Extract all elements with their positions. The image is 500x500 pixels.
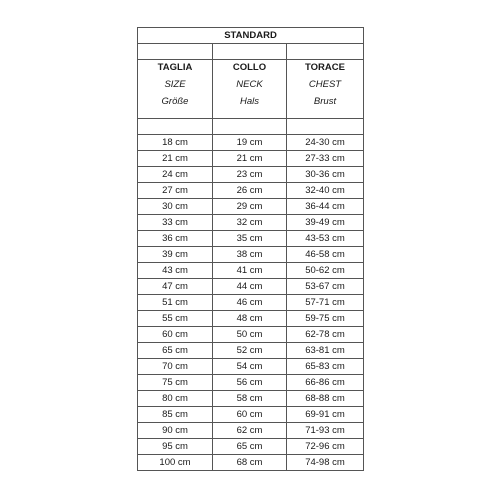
size-cell: 33 cm bbox=[138, 215, 213, 231]
header-size-it: TAGLIA bbox=[157, 62, 193, 73]
chest-cell: 32-40 cm bbox=[287, 183, 364, 199]
table-row bbox=[138, 151, 364, 167]
table-row bbox=[138, 135, 364, 151]
neck-cell: 19 cm bbox=[213, 135, 287, 151]
table-row bbox=[138, 167, 364, 183]
size-cell: 70 cm bbox=[138, 359, 213, 375]
neck-cell: 52 cm bbox=[213, 343, 287, 359]
header-chest bbox=[287, 60, 364, 119]
chest-cell: 65-83 cm bbox=[287, 359, 364, 375]
chest-cell: 43-53 cm bbox=[287, 231, 364, 247]
size-cell: 75 cm bbox=[138, 375, 213, 391]
chest-cell: 59-75 cm bbox=[287, 311, 364, 327]
table-row bbox=[138, 183, 364, 199]
size-cell: 24 cm bbox=[138, 167, 213, 183]
size-cell: 85 cm bbox=[138, 407, 213, 423]
table-row bbox=[138, 311, 364, 327]
spacer-cell bbox=[138, 119, 213, 135]
size-cell: 65 cm bbox=[138, 343, 213, 359]
neck-cell: 46 cm bbox=[213, 295, 287, 311]
chest-cell: 66-86 cm bbox=[287, 375, 364, 391]
header-neck-en: NECK bbox=[236, 79, 263, 90]
size-cell: 36 cm bbox=[138, 231, 213, 247]
table-row bbox=[138, 247, 364, 263]
size-cell: 21 cm bbox=[138, 151, 213, 167]
neck-cell: 32 cm bbox=[213, 215, 287, 231]
neck-cell: 60 cm bbox=[213, 407, 287, 423]
neck-cell: 54 cm bbox=[213, 359, 287, 375]
chest-cell: 30-36 cm bbox=[287, 167, 364, 183]
chest-cell: 46-58 cm bbox=[287, 247, 364, 263]
neck-cell: 62 cm bbox=[213, 423, 287, 439]
neck-cell: 48 cm bbox=[213, 311, 287, 327]
table-row bbox=[138, 327, 364, 343]
size-cell: 80 cm bbox=[138, 391, 213, 407]
chest-cell: 24-30 cm bbox=[287, 135, 364, 151]
table-row bbox=[138, 215, 364, 231]
spacer-cell bbox=[213, 44, 287, 60]
chest-cell: 71-93 cm bbox=[287, 423, 364, 439]
table-row bbox=[138, 423, 364, 439]
size-cell: 95 cm bbox=[138, 439, 213, 455]
header-size-en: SIZE bbox=[164, 79, 186, 90]
spacer-cell bbox=[287, 44, 364, 60]
chest-cell: 72-96 cm bbox=[287, 439, 364, 455]
size-cell: 27 cm bbox=[138, 183, 213, 199]
title-row bbox=[138, 28, 364, 44]
table-title: STANDARD bbox=[138, 28, 364, 44]
table-row bbox=[138, 439, 364, 455]
header-neck-de: Hals bbox=[239, 96, 259, 107]
table-row bbox=[138, 359, 364, 375]
size-cell: 18 cm bbox=[138, 135, 213, 151]
header-neck-it: COLLO bbox=[232, 62, 267, 73]
header-chest-it: TORACE bbox=[305, 62, 345, 73]
chest-cell: 69-91 cm bbox=[287, 407, 364, 423]
neck-cell: 21 cm bbox=[213, 151, 287, 167]
chest-cell: 57-71 cm bbox=[287, 295, 364, 311]
table-row bbox=[138, 199, 364, 215]
size-cell: 43 cm bbox=[138, 263, 213, 279]
neck-cell: 38 cm bbox=[213, 247, 287, 263]
chest-cell: 68-88 cm bbox=[287, 391, 364, 407]
spacer-row bbox=[138, 44, 364, 60]
table-row bbox=[138, 455, 364, 471]
chest-cell: 63-81 cm bbox=[287, 343, 364, 359]
neck-cell: 44 cm bbox=[213, 279, 287, 295]
size-cell: 39 cm bbox=[138, 247, 213, 263]
table-row bbox=[138, 231, 364, 247]
header-neck bbox=[213, 60, 287, 119]
header-size bbox=[138, 60, 213, 119]
header-size-de: Größe bbox=[161, 96, 189, 107]
neck-cell: 41 cm bbox=[213, 263, 287, 279]
chest-cell: 74-98 cm bbox=[287, 455, 364, 471]
size-cell: 100 cm bbox=[138, 455, 213, 471]
chest-cell: 62-78 cm bbox=[287, 327, 364, 343]
table-row bbox=[138, 343, 364, 359]
neck-cell: 29 cm bbox=[213, 199, 287, 215]
spacer-cell bbox=[287, 119, 364, 135]
neck-cell: 26 cm bbox=[213, 183, 287, 199]
spacer-cell bbox=[138, 44, 213, 60]
neck-cell: 65 cm bbox=[213, 439, 287, 455]
size-cell: 30 cm bbox=[138, 199, 213, 215]
table-row bbox=[138, 263, 364, 279]
neck-cell: 50 cm bbox=[213, 327, 287, 343]
neck-cell: 35 cm bbox=[213, 231, 287, 247]
size-cell: 51 cm bbox=[138, 295, 213, 311]
table-row bbox=[138, 295, 364, 311]
table-row bbox=[138, 375, 364, 391]
header-chest-en: CHEST bbox=[308, 79, 342, 90]
size-cell: 47 cm bbox=[138, 279, 213, 295]
chest-cell: 39-49 cm bbox=[287, 215, 364, 231]
neck-cell: 56 cm bbox=[213, 375, 287, 391]
spacer-cell bbox=[213, 119, 287, 135]
chest-cell: 27-33 cm bbox=[287, 151, 364, 167]
spacer-row bbox=[138, 119, 364, 135]
table-row bbox=[138, 391, 364, 407]
header-chest-de: Brust bbox=[313, 96, 337, 107]
table-row bbox=[138, 279, 364, 295]
size-cell: 60 cm bbox=[138, 327, 213, 343]
header-row bbox=[138, 60, 364, 119]
table-row bbox=[138, 407, 364, 423]
size-chart-table bbox=[137, 27, 364, 471]
neck-cell: 58 cm bbox=[213, 391, 287, 407]
chest-cell: 36-44 cm bbox=[287, 199, 364, 215]
size-cell: 55 cm bbox=[138, 311, 213, 327]
neck-cell: 23 cm bbox=[213, 167, 287, 183]
chest-cell: 53-67 cm bbox=[287, 279, 364, 295]
size-cell: 90 cm bbox=[138, 423, 213, 439]
chest-cell: 50-62 cm bbox=[287, 263, 364, 279]
neck-cell: 68 cm bbox=[213, 455, 287, 471]
